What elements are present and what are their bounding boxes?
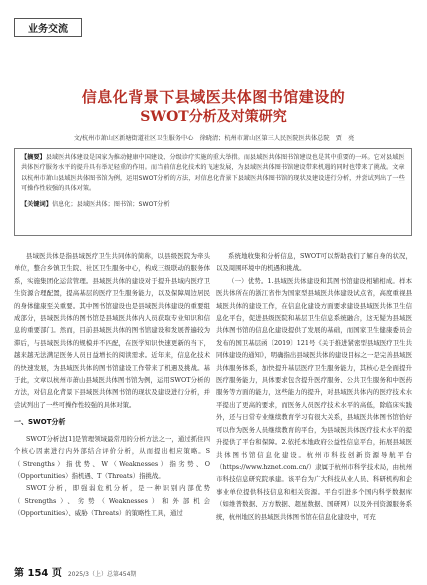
issue-info: 2025/3（上）总第454期 xyxy=(67,571,137,578)
abstract-box xyxy=(14,148,412,236)
keywords-label: 【关键词】 xyxy=(21,200,52,208)
body-paragraph: 系统地收集和分析信息，SWOT可以帮助我们了解自身的状况，以及周围环境中的机遇和挑战。 xyxy=(216,252,412,273)
section-tag: 业务交流 xyxy=(14,18,82,37)
article-title-line1: 信息化背景下县域医共体图书馆建设的 xyxy=(81,88,346,106)
page-footer xyxy=(14,564,136,579)
page-number: 第 154 页 xyxy=(14,568,62,579)
abstract-text: 县域医共体建设是国家为推动健康中国建设、分级诊疗实施的重大举措。而县域医共体图书馆建设也是其中重要的一环。它对县域医共体医疗服务水平的提升具有举足轻重的作用。而当前信息化技术的飞速发展，为县域医共体图书馆建设带来机遇的同时也带来了挑战。文章以杭州市萧山县域医共体图书馆为例，运用SWOT分析的方法，对信息化背景下县域医共体图书馆的现状及建设进行分析，并尝试列出了一些可操作性较强的具体对策。 xyxy=(21,154,405,193)
keywords-text: 信息化；县域医共体；图书馆；SWOT分析 xyxy=(51,200,170,208)
body-paragraph: SWOT分析法[1]是管理领域最常用的分析方法之一，通过抓住四个核心因素进行内外部结合评价分析，从而提出相应策略。S（Strengths）指优势、W（Weaknesses）指劣势、O（Opportunities）指机遇、T（Threats）指挑战。 xyxy=(14,434,210,480)
article-title-line2: SWOT分析及对策研究 xyxy=(140,109,287,125)
body-paragraph: （一）优势。1.县域医共体建设和其图书馆建设相辅相成。样本医共体所在的浙江省作为国家型县域医共体建设试点省，高度重视县域医共体的建设工作，在信息化建设方面要求建设县域医共体卫生信息化平台，促进县级医院和基层卫生信息系统融合，这无疑为县域医共体图书馆的信息化建设提供了发展的基础，而国家卫生健康委员会发布的国卫基层函〔2019〕121号《关于推进紧密型县域医疗卫生共同体建设的通知》，明确指出县域医共体的建设目标之一是完善县域医共体服务体系，加快提升基层医疗卫生服务能力，其核心是全面提升医疗服务能力，具体要求包含提升医疗服务、公共卫生服务和中医药服务等方面的能力，这些能力的提升，对县域医共体内的医疗技术水平提出了更高的要求，而医务人员医疗技术水平的高低，除临床实践外，还与日常专业继续教育学习有很大关系，县域医共体图书馆恰好可以作为医务人员继续教育的平台，为县域医共体医疗技术水平的提升提供了平台和保障。2.依托本地政府公益性信息平台，拓展县域医共体图书馆信息化建设。杭州市科技创新资源导航平台（https://www.hznet.com.cn/）隶属于杭州市科学技术局，由杭州市科技信息研究院承建。该平台为广大科技从业人员、科研机构和企事业单位提供科技信息和相关资源。平台引进多个国内科学数据库（如维普数据、万方数据、超星数据、国研网）以及外刊资源服务系统，杭州地区的县域医共体图书馆在信息化建设中，可充 xyxy=(216,276,412,521)
section-heading: 一、SWOT分析 xyxy=(14,418,66,427)
abstract-label: 【摘要】 xyxy=(21,154,46,161)
abstract-paragraph xyxy=(21,153,405,195)
body-column-left xyxy=(14,250,210,520)
body-paragraph: SWOT分析，即强弱危机分析，是一种识别内部优势（Strengths）、劣势（Weaknesses）和外部机会（Opportunities）、威胁（Threats）的策略性工具，通过 xyxy=(14,484,210,518)
body-column-right xyxy=(216,250,412,523)
author-line: 文/杭州市萧山区新塘街道社区卫生服务中心 徐晓清；杭州市萧山区第三人民医院医共体总院 贾 亮 xyxy=(73,135,355,142)
keywords-paragraph xyxy=(21,200,405,210)
body-paragraph: 县域医共体是指县域医疗卫生共同体的简称，以县级医院为牵头单位，整合乡镇卫生院、社区卫生服务中心，构成三级联动的服务体系，实施集团化运营管理。县域医共体的建设对于提升县域内医疗卫生资源合理配置，提高基层的医疗卫生服务能力，以及保障周边居民的身体健康至关重要。其中图书馆建设也是县域医共体建设的重要组成部分，县域医共体的图书馆是县域医共体内人员获取专业知识和信息的重要部门。然而，目前县域医共体的图书馆建设和发展普遍较为滞后，与县域医共体的规模并不匹配，在医学知识快速更新的当下，越来越无法满足医务人员日益增长的阅读需求。近年来，信息化技术的快速发展，为县域医共体的图书馆建设工作带来了机遇及挑战。基于此，文章以杭州市萧山县域医共体图书馆为例，运用SWOT分析的方法，对信息化背景下县域医共体图书馆的现状及建设进行分析，并尝试列出了一些可操作性较强的具体对策。 xyxy=(14,252,210,409)
